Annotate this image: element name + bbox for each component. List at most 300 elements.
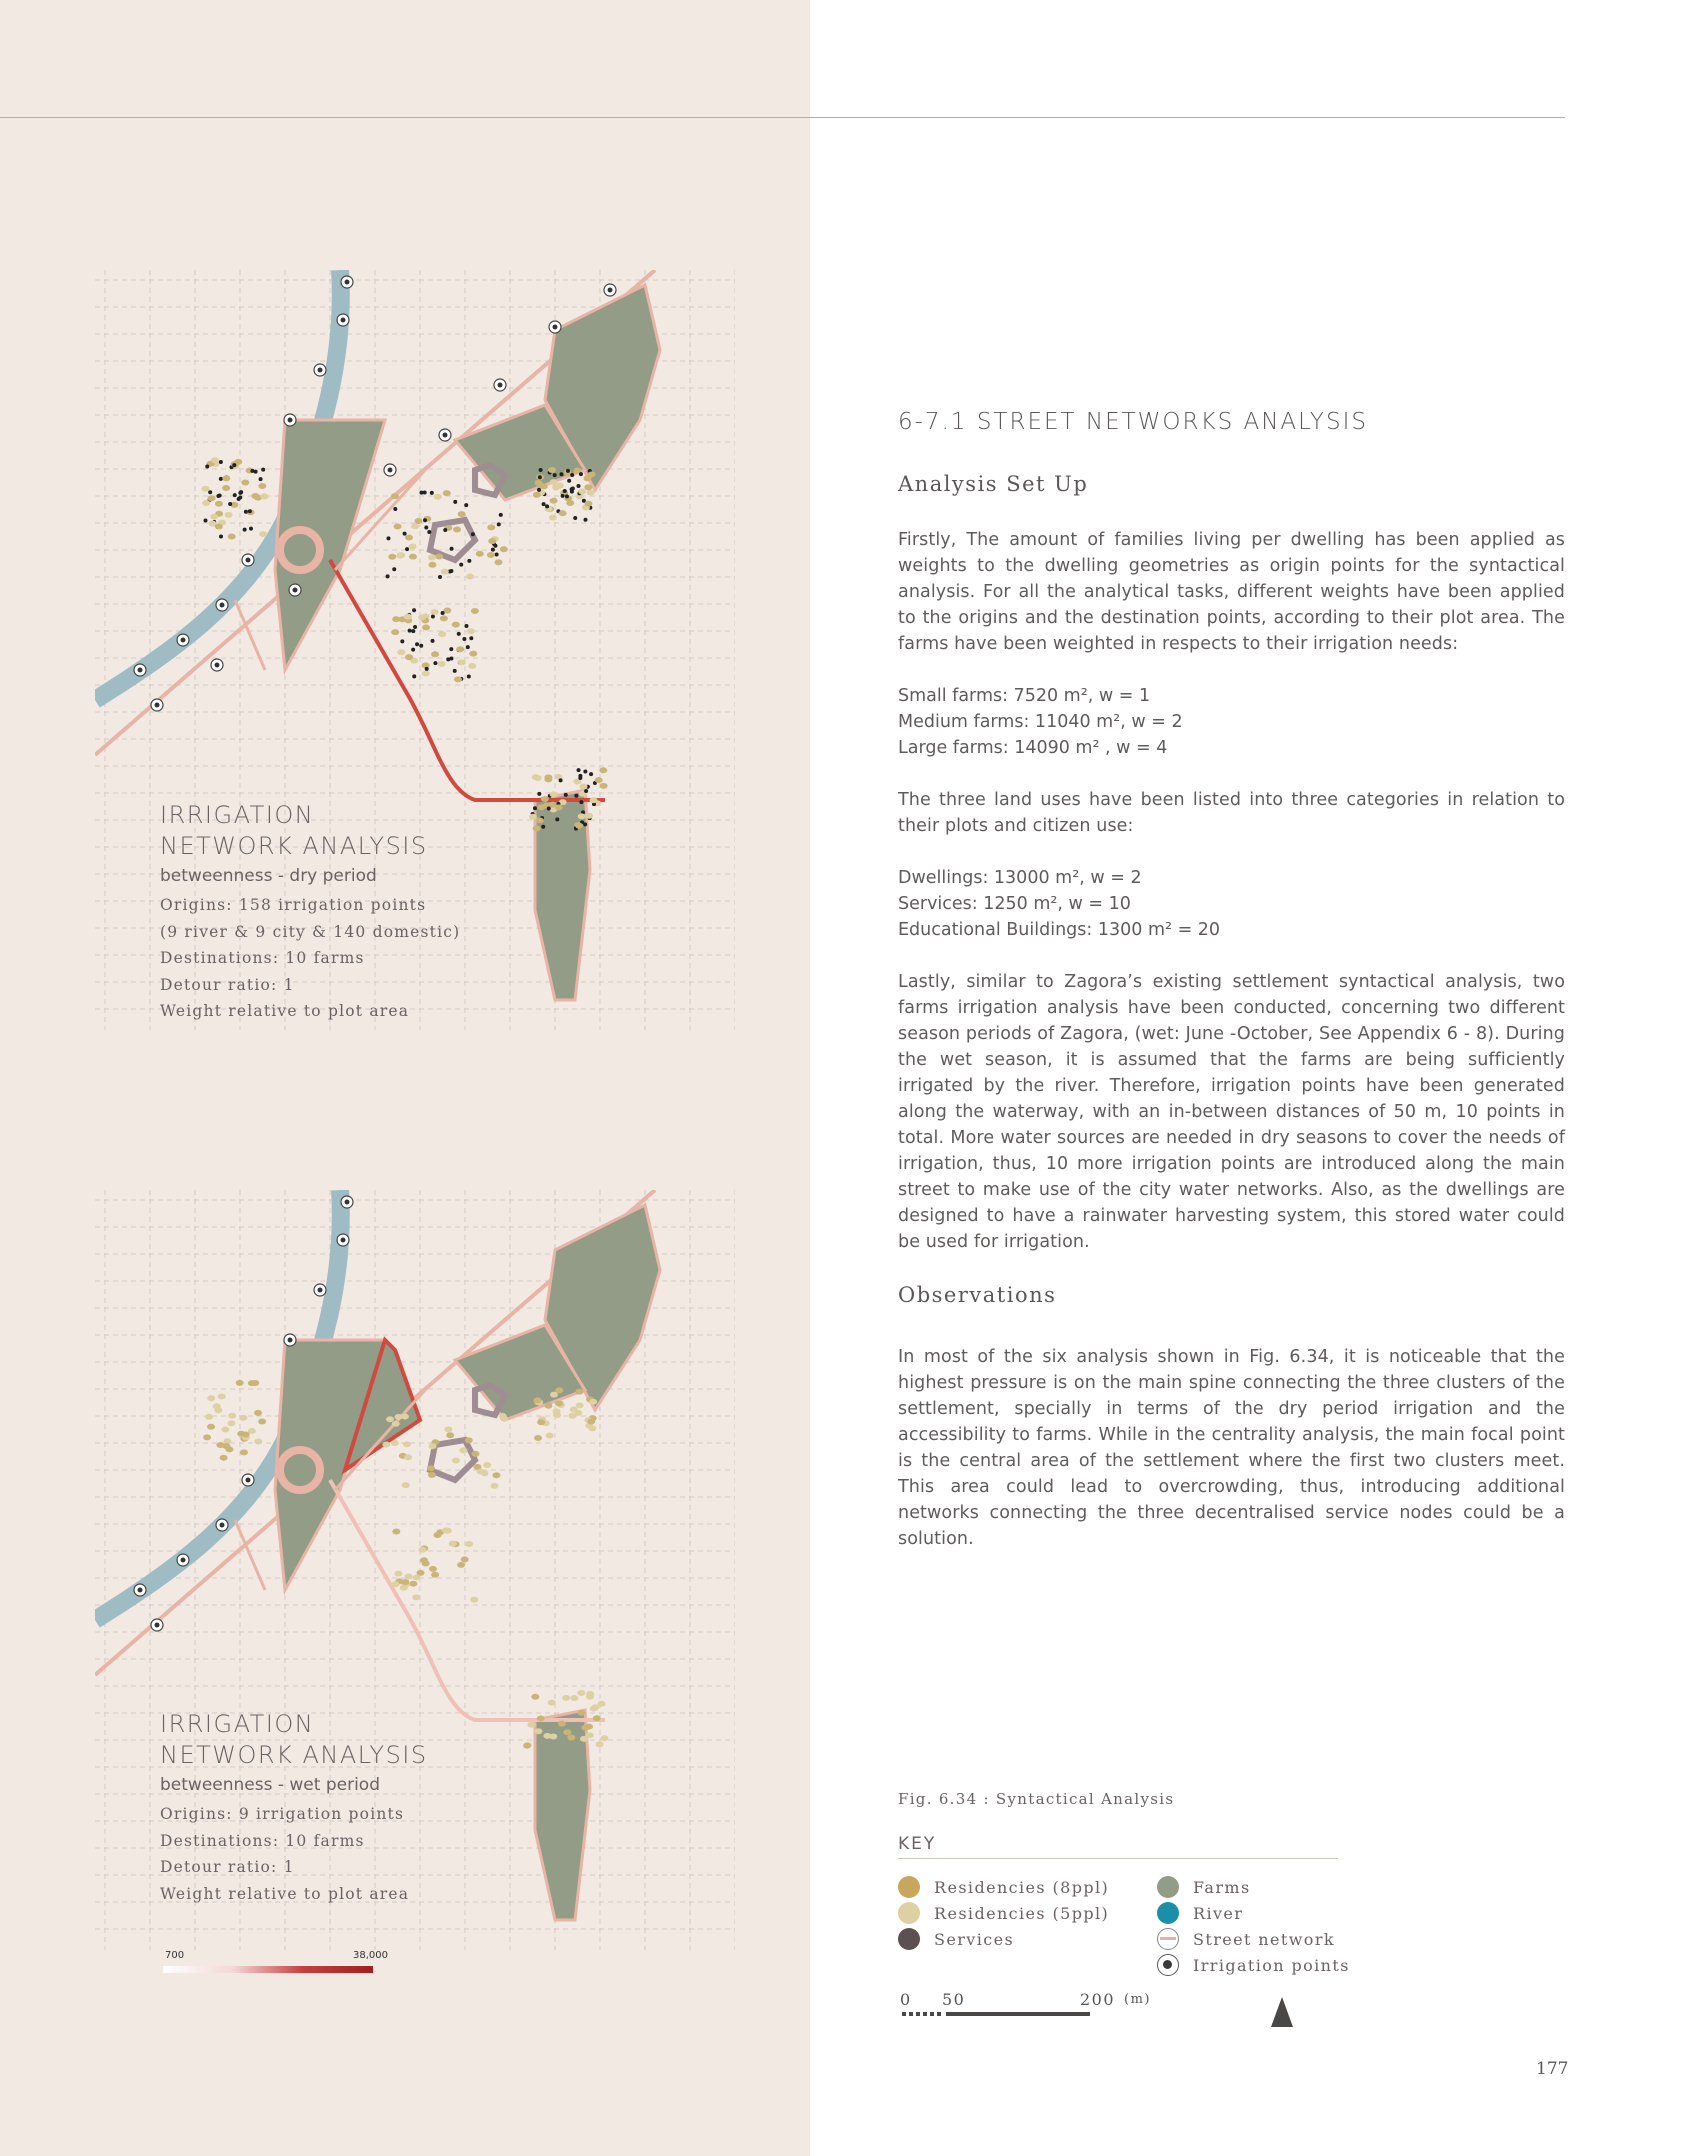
domestic-irrigation-dot	[559, 472, 563, 476]
residence-dot	[449, 1541, 457, 1547]
residence-dot	[418, 614, 426, 620]
residence-dot	[438, 661, 446, 667]
map-dry-legend	[160, 800, 460, 1025]
residence-dot	[412, 1594, 420, 1600]
residence-dot	[395, 1414, 403, 1420]
residence-dot	[392, 1529, 400, 1535]
residence-dot	[491, 1483, 499, 1489]
residence-dot	[537, 1419, 545, 1425]
irrigation-point-core	[215, 663, 220, 668]
residence-dot	[568, 1413, 576, 1419]
domestic-irrigation-dot	[564, 793, 568, 797]
domestic-irrigation-dot	[415, 642, 419, 646]
gradient-max-label: 38,000	[353, 1950, 388, 1961]
residence-dot	[382, 1442, 390, 1448]
residence-dot	[251, 1380, 259, 1386]
domestic-irrigation-dot	[243, 528, 247, 532]
residence-dot	[434, 494, 442, 500]
residence-dot	[404, 614, 412, 620]
residence-dot	[566, 500, 574, 506]
residence-dot	[391, 1581, 399, 1587]
residence-dot	[588, 471, 596, 477]
residence-dot	[411, 523, 419, 529]
domestic-irrigation-dot	[205, 465, 209, 469]
key-swatch	[1157, 1876, 1179, 1898]
residence-dot	[577, 1690, 585, 1696]
residence-cluster	[203, 1380, 608, 1749]
residence-dot	[465, 1541, 473, 1547]
setup-heading: Analysis Set Up	[898, 472, 1089, 496]
scale-bar-line	[898, 2012, 1158, 2017]
domestic-irrigation-dot	[538, 475, 542, 479]
residence-dot	[221, 1427, 229, 1433]
residence-dot	[429, 1566, 437, 1572]
residence-dot	[584, 484, 592, 490]
irrigation-point-core	[246, 558, 251, 563]
residence-dot	[241, 479, 249, 485]
residence-dot	[431, 651, 439, 657]
key-label: River	[1193, 1903, 1244, 1923]
domestic-irrigation-dot	[423, 518, 427, 522]
irrigation-point-core	[138, 668, 143, 673]
residence-dot	[435, 553, 443, 559]
domestic-irrigation-dot	[537, 488, 541, 492]
domestic-irrigation-dot	[497, 522, 501, 526]
irrigation-point-core	[553, 325, 558, 330]
key-label: Farms	[1193, 1877, 1251, 1897]
residence-dot	[593, 1715, 601, 1721]
residence-dot	[527, 1722, 535, 1728]
residence-dot	[556, 483, 564, 489]
domestic-irrigation-dot	[449, 569, 453, 573]
domestic-irrigation-dot	[459, 563, 463, 567]
residence-dot	[402, 1482, 410, 1488]
map-line: (9 river & 9 city & 140 domestic)	[160, 922, 461, 941]
residence-dot	[239, 1415, 247, 1421]
domestic-irrigation-dot	[248, 509, 252, 513]
residence-dot	[242, 1432, 250, 1438]
street-network-icon	[1157, 1928, 1179, 1950]
residence-dot	[533, 492, 541, 498]
domestic-irrigation-dot	[411, 629, 415, 633]
irrigation-point-core	[293, 588, 298, 593]
key-label: Residencies (5ppl)	[934, 1903, 1110, 1923]
irrigation-point-core	[318, 1288, 323, 1293]
key-label: Residencies (8ppl)	[934, 1877, 1110, 1897]
residence-dot	[476, 551, 484, 557]
residence-dot	[469, 651, 477, 657]
residence-dot	[468, 663, 476, 669]
domestic-irrigation-dot	[563, 489, 567, 493]
residence-dot	[414, 518, 422, 524]
residence-dot	[586, 489, 594, 495]
irrigation-point-core	[443, 433, 448, 438]
observations-text: In most of the six analysis shown in Fig. 6.34, it is noticeable that the highest pressure is on the main spine connecting the three clusters of the settlement, specially in terms of the dry period irrigation and the accessibility to farms. While in the centrality analysis, the main focal point is the central area of the settlement where the first two clusters meet. This area could lead to overcrowding, thus, introducing additional networks connecting the three decentralised service nodes could be a solution.	[898, 1347, 1565, 1549]
domestic-irrigation-dot	[464, 503, 468, 507]
residence-dot	[218, 1393, 226, 1399]
irrigation-point-core	[341, 318, 346, 323]
scale-bar	[898, 1990, 1158, 2030]
farm-plot	[535, 1710, 590, 1920]
residence-dot	[207, 1424, 215, 1430]
residence-dot	[534, 1435, 542, 1441]
domestic-irrigation-dot	[573, 516, 577, 520]
residence-dot	[585, 813, 593, 819]
residence-dot	[540, 483, 548, 489]
residence-dot	[405, 534, 413, 540]
domestic-irrigation-dot	[566, 469, 570, 473]
domestic-irrigation-dot	[233, 493, 237, 497]
residence-dot	[567, 1734, 575, 1740]
domestic-irrigation-dot	[453, 669, 457, 673]
domestic-irrigation-dot	[431, 639, 435, 643]
residence-dot	[457, 1562, 465, 1568]
residence-dot	[549, 514, 557, 520]
map-title: NETWORK ANALYSIS	[160, 832, 428, 860]
map-subtitle: betweenness - dry period	[160, 866, 377, 886]
map-wet-legend	[160, 1709, 428, 1907]
observations-heading: Observations	[898, 1283, 1057, 1307]
domestic-irrigation-dot	[412, 674, 416, 678]
residence-dot	[580, 784, 588, 790]
residence-dot	[600, 1735, 608, 1741]
domestic-irrigation-dot	[541, 825, 545, 829]
domestic-irrigation-dot	[576, 484, 580, 488]
key-item-services	[898, 1928, 1014, 1950]
domestic-irrigation-dot	[219, 460, 223, 464]
residence-dot	[227, 1420, 235, 1426]
domestic-irrigation-dot	[438, 575, 442, 579]
scale-label-200: 200	[1080, 1990, 1116, 2009]
domestic-irrigation-dot	[450, 547, 454, 551]
landuse-weight-line: Dwellings: 13000 m², w = 2	[898, 868, 1142, 888]
service-node	[430, 520, 475, 560]
map-line: Destinations: 10 farms	[160, 1831, 365, 1850]
domestic-irrigation-dot	[405, 547, 409, 551]
domestic-irrigation-dot	[579, 472, 583, 476]
domestic-irrigation-dot	[559, 778, 563, 782]
residence-dot	[394, 523, 402, 529]
map-line: Origins: 9 irrigation points	[160, 1805, 405, 1823]
domestic-irrigation-dot	[261, 468, 265, 472]
irrigation-point-core	[345, 1200, 350, 1205]
residence-dot	[453, 527, 461, 533]
page-number: 177	[1536, 2059, 1569, 2079]
residence-dot	[480, 1470, 488, 1476]
domestic-irrigation-dot	[208, 490, 212, 494]
map-title: IRRIGATION	[160, 801, 315, 829]
residence-dot	[438, 631, 446, 637]
domestic-irrigation-dot	[467, 674, 471, 678]
residence-dot	[458, 511, 466, 517]
domestic-irrigation-dot	[433, 661, 437, 665]
irrigation-point-core	[155, 1623, 160, 1628]
irrigation-point-core	[288, 418, 293, 423]
key-swatch	[1157, 1902, 1179, 1924]
residence-dot	[500, 546, 508, 552]
map-title: NETWORK ANALYSIS	[160, 1741, 428, 1769]
key-swatch	[898, 1902, 920, 1924]
residence-dot	[403, 1441, 411, 1447]
residence-dot	[598, 1701, 606, 1707]
residence-dot	[428, 555, 436, 561]
residence-dot	[431, 609, 439, 615]
domestic-irrigation-dot	[219, 535, 223, 539]
residence-dot	[405, 654, 413, 660]
residence-dot	[202, 500, 210, 506]
residence-dot	[210, 514, 218, 520]
domestic-irrigation-dot	[446, 657, 450, 661]
residence-dot	[394, 1571, 402, 1577]
residence-dot	[584, 501, 592, 507]
domestic-irrigation-dot	[495, 553, 499, 557]
domestic-irrigation-dot	[555, 817, 559, 821]
residence-dot	[259, 531, 267, 537]
domestic-irrigation-dot	[567, 479, 571, 483]
domestic-irrigation-dot	[400, 639, 404, 643]
map-line: Detour ratio: 1	[160, 1858, 295, 1876]
residence-dot	[207, 1395, 215, 1401]
map-line: Origins: 158 irrigation points	[160, 896, 427, 914]
domestic-irrigation-dot	[411, 648, 415, 652]
domestic-irrigation-dot	[574, 794, 578, 798]
residence-dot	[499, 1413, 507, 1419]
residence-dot	[570, 1695, 578, 1701]
residence-dot	[386, 1416, 394, 1422]
domestic-irrigation-dot	[441, 611, 445, 615]
landuse-intro: The three land uses have been listed into three categories in relation to their plots and citizen use:	[898, 790, 1565, 836]
landuse-weight-line: Services: 1250 m², w = 10	[898, 894, 1131, 914]
domestic-irrigation-dot	[577, 768, 581, 772]
residence-dot	[391, 629, 399, 635]
residence-dot	[533, 1397, 541, 1403]
domestic-irrigation-dot	[589, 772, 593, 776]
domestic-irrigation-dot	[393, 507, 397, 511]
domestic-irrigation-dot	[542, 502, 546, 506]
residence-dot	[446, 1432, 454, 1438]
scale-label-0: 0	[900, 1990, 912, 2009]
key-label: Services	[934, 1929, 1015, 1949]
residence-dot	[578, 488, 586, 494]
domestic-irrigation-dot	[412, 608, 416, 612]
residence-cluster	[201, 457, 607, 831]
residence-dot	[541, 796, 549, 802]
domestic-irrigation-dot	[403, 532, 407, 536]
residence-dot	[228, 533, 236, 539]
irrigation-point-core	[388, 468, 393, 473]
residence-dot	[548, 1700, 556, 1706]
main-spine	[330, 1480, 605, 1720]
map-line: Weight relative to plot area	[160, 1002, 410, 1020]
residence-dot	[444, 1528, 452, 1534]
residence-dot	[203, 1434, 211, 1440]
setup-lastly: Lastly, similar to Zagora’s existing settlement syntactical analysis, two farms irrigation analysis have been conducted, concerning two different season periods of Zagora, (wet: June -October, See Appendix 6 - 8). During the wet season, it is assumed that the farms are being sufficiently irrigated by the river. Therefore, irrigation points have been generated along the waterway, with an in-between distances of 50 m, 10 points in total. More water sources are needed in dry seasons to cover the needs of irrigation, thus, 10 more irrigation points are introduced along the main street to make use of the city water networks. Also, as the dwellings are designed to have a rainwater harvesting system, this stored water could be used for irrigation.	[898, 972, 1565, 1252]
residence-dot	[587, 1419, 595, 1425]
residence-dot	[251, 493, 259, 499]
residence-dot	[562, 1695, 570, 1701]
irrigation-point-core	[220, 603, 225, 608]
residence-dot	[228, 1413, 236, 1419]
domestic-irrigation-dot	[462, 637, 466, 641]
domestic-irrigation-dot	[453, 500, 457, 504]
farm-weight-line: Medium farms: 11040 m², w = 2	[898, 712, 1183, 732]
residence-dot	[405, 1573, 413, 1579]
key-divider	[898, 1858, 1338, 1859]
residence-dot	[590, 1706, 598, 1712]
domestic-irrigation-dot	[244, 510, 248, 514]
residence-dot	[533, 825, 541, 831]
residence-dot	[409, 544, 417, 550]
residence-dot	[388, 554, 396, 560]
domestic-irrigation-dot	[570, 473, 574, 477]
residence-dot	[555, 1387, 563, 1393]
residence-dot	[454, 676, 462, 682]
domestic-irrigation-dot	[443, 528, 447, 532]
residence-dot	[258, 1419, 266, 1425]
map-title: IRRIGATION	[160, 1710, 315, 1738]
residence-dot	[534, 1728, 542, 1734]
domestic-irrigation-dot	[424, 526, 428, 530]
domestic-irrigation-dot	[232, 463, 236, 467]
top-rule	[0, 117, 1565, 118]
observations-body	[898, 1344, 1565, 1552]
residence-dot	[431, 1572, 439, 1578]
residence-dot	[575, 823, 583, 829]
residence-dot	[392, 1421, 400, 1427]
residence-dot	[458, 659, 466, 665]
domestic-irrigation-dot	[491, 548, 495, 552]
residence-dot	[452, 622, 460, 628]
residence-dot	[488, 538, 496, 544]
key-item-street-network	[1157, 1928, 1335, 1950]
domestic-irrigation-dot	[583, 518, 587, 522]
residence-dot	[222, 485, 230, 491]
domestic-irrigation-dot	[449, 647, 453, 651]
map-line: Weight relative to plot area	[160, 1884, 410, 1903]
residence-dot	[208, 495, 216, 501]
residence-dot	[391, 493, 399, 499]
residence-dot	[440, 615, 448, 621]
irrigation-point-core	[318, 368, 323, 373]
key-swatch	[898, 1876, 920, 1898]
residence-dot	[236, 1380, 244, 1386]
residence-dot	[550, 791, 558, 797]
residence-dot	[595, 777, 603, 783]
domestic-irrigation-dot	[547, 807, 551, 811]
farm-weight-line: Small farms: 7520 m², w = 1	[898, 686, 1151, 706]
residence-dot	[201, 486, 209, 492]
key-item-residencies-5	[898, 1902, 1109, 1924]
domestic-irrigation-dot	[430, 491, 434, 495]
residence-dot	[549, 1733, 557, 1739]
north-arrow-icon	[1271, 1997, 1293, 2027]
domestic-irrigation-dot	[431, 614, 435, 618]
domestic-irrigation-dot	[584, 789, 588, 793]
residence-dot	[211, 457, 219, 463]
irrigation-point-core	[288, 1338, 293, 1343]
residence-dot	[492, 1472, 500, 1478]
domestic-irrigation-dot	[250, 469, 254, 473]
residence-dot	[409, 554, 417, 560]
section-title: 6-7.1 STREET NETWORKS ANALYSIS	[898, 409, 1368, 435]
residence-dot	[397, 649, 405, 655]
residence-dot	[409, 1581, 417, 1587]
residence-dot	[536, 817, 544, 823]
residence-dot	[550, 498, 558, 504]
domestic-irrigation-dot	[413, 625, 417, 629]
observations-heading-wrap	[898, 1283, 1565, 1307]
residence-dot	[531, 1694, 539, 1700]
betweenness-gradient-legend	[163, 1950, 393, 1973]
residence-dot	[576, 1389, 584, 1395]
residence-dot	[546, 1433, 554, 1439]
key-item-river	[1157, 1902, 1243, 1924]
residence-dot	[428, 1472, 436, 1478]
gradient-bar	[163, 1966, 373, 1973]
domestic-irrigation-dot	[386, 574, 390, 578]
residence-dot	[558, 1721, 566, 1727]
domestic-irrigation-dot	[561, 494, 565, 498]
domestic-irrigation-dot	[537, 792, 541, 796]
irrigation-point-core	[246, 1478, 251, 1483]
residence-dot	[578, 1710, 586, 1716]
residence-dot	[441, 569, 449, 575]
domestic-irrigation-dot	[583, 769, 587, 773]
map-line: Detour ratio: 1	[160, 975, 295, 994]
key-label: Street network	[1193, 1929, 1335, 1949]
residence-dot	[254, 1438, 262, 1444]
residence-dot	[570, 1406, 578, 1412]
domestic-irrigation-dot	[427, 530, 431, 534]
setup-heading-wrap	[898, 472, 1565, 496]
residence-dot	[576, 1402, 584, 1408]
residence-dot	[544, 776, 552, 782]
residence-dot	[529, 814, 537, 820]
residence-dot	[523, 1743, 531, 1749]
residence-dot	[555, 1400, 563, 1406]
setup-intro: Firstly, The amount of families living per dwelling has been applied as weights to the dwelling geometries as origin points for the syntactical analysis. For all the analytical tasks, different weights have been applied to the origins and the destination points, according to their plot area. The farms have been weighted in respects to their irrigation needs:	[898, 530, 1565, 654]
domestic-irrigation-dot	[423, 490, 427, 494]
irrigation-point-core	[220, 1523, 225, 1528]
domestic-irrigation-dot	[578, 776, 582, 780]
residence-dot	[214, 1407, 222, 1413]
landuse-weight-line: Educational Buildings: 1300 m² = 20	[898, 920, 1221, 940]
map-subtitle: betweenness - wet period	[160, 1775, 380, 1795]
residence-dot	[487, 552, 495, 558]
figure-caption: Fig. 6.34 : Syntactical Analysis	[898, 1790, 1175, 1808]
setup-body	[898, 527, 1565, 1255]
residence-dot	[422, 670, 430, 676]
key-title: KEY	[898, 1834, 937, 1854]
irrigation-point-core	[498, 383, 503, 388]
domestic-irrigation-dot	[579, 800, 583, 804]
residence-dot	[428, 562, 436, 568]
residence-dot	[471, 1451, 479, 1457]
residence-dot	[254, 1410, 262, 1416]
key-item-farms	[1157, 1876, 1251, 1898]
residence-dot	[461, 1556, 469, 1562]
residence-dot	[487, 524, 495, 530]
residence-dot	[443, 490, 451, 496]
irrigation-point-core	[138, 1588, 143, 1593]
residence-dot	[581, 1725, 589, 1731]
domestic-irrigation-dot	[533, 806, 537, 810]
residence-dot	[555, 804, 563, 810]
key-item-irrigation-points	[1157, 1954, 1350, 1976]
residence-dot	[553, 1408, 561, 1414]
residence-dot	[452, 1458, 460, 1464]
irrigation-point-icon	[1157, 1954, 1179, 1976]
